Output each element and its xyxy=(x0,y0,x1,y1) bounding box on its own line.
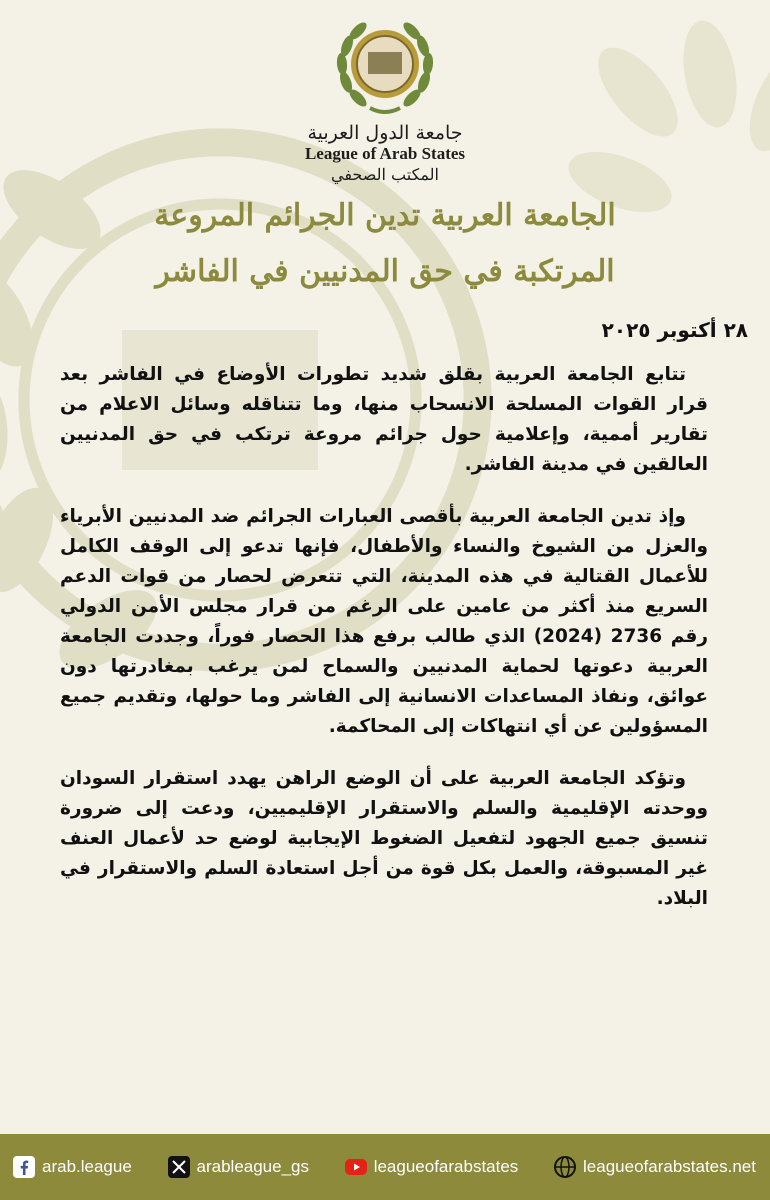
paragraph-3: وتؤكد الجامعة العربية على أن الوضع الراهن يهدد استقرار السودان ووحدته الإقليمية والسلم والاستقرار الإقليميين، ودعت إلى ضرورة تنسيق جميع الجهود لتفعيل الضغوط الإيجابية لوضع حد لأعمال العنف غير المسبوقة، والعمل بكل قوة من أجل استعادة السلم والاستقرار في البلاد. xyxy=(60,768,708,909)
website-link[interactable] xyxy=(553,1155,756,1179)
arab-league-logo-icon xyxy=(330,12,440,122)
press-office-label: المكتب الصحفي xyxy=(331,165,439,184)
globe-icon xyxy=(553,1155,577,1179)
x-icon xyxy=(167,1155,191,1179)
social-footer xyxy=(0,1134,770,1200)
youtube-icon xyxy=(344,1155,368,1179)
website-url: leagueofarabstates.net xyxy=(583,1157,756,1176)
facebook-icon xyxy=(12,1155,36,1179)
paragraph-2: وإذ تدين الجامعة العربية بأقصى العبارات الجرائم ضد المدنيين الأبرياء والعزل من الشيوخ والنساء والأطفال، فإنها تدعو إلى الوقف الكامل للأعمال القتالية في هذه المدينة، التي تتعرض لحصار من قوات الدعم السريع منذ أكثر من عامين على الرغم من قرار مجلس الأمن الدولي رقم 2736 (2024) الذي طالب برفع هذا الحصار فوراً، وجددت الجامعة العربية دعوتها لحماية المدنيين والسماح لمن يرغب بمغادرتها دون عوائق، ونفاذ المساعدات الانسانية إلى الفاشر وما حولها، وتقديم جميع المسؤولين عن أي انتهاكات إلى المحاكمة. xyxy=(60,506,708,737)
organization-arabic-name: جامعة الدول العربية xyxy=(307,122,463,144)
facebook-link[interactable] xyxy=(12,1155,132,1179)
youtube-handle: leagueofarabstates xyxy=(373,1157,519,1176)
header xyxy=(0,12,770,186)
facebook-handle: arab.league xyxy=(42,1157,132,1176)
paragraph-1: تتابع الجامعة العربية بقلق شديد تطورات الأوضاع في الفاشر بعد قرار القوات المسلحة الانسحاب منها، وما تتناقله وسائل الاعلام من تقارير أممية، وإعلامية حول جرائم مروعة ترتكب في حق المدنيين العالقين في مدينة الفاشر. xyxy=(60,364,708,475)
youtube-link[interactable] xyxy=(344,1155,519,1179)
headline-line-1: الجامعة العربية تدين الجرائم المروعة xyxy=(154,198,616,233)
x-handle: arableague_gs xyxy=(196,1157,309,1176)
release-date: ٢٨ أكتوبر ٢٠٢٥ xyxy=(601,318,748,342)
x-link[interactable] xyxy=(167,1155,309,1179)
headline xyxy=(40,188,730,300)
organization-english-name: League of Arab States xyxy=(304,144,466,163)
headline-line-2: المرتكبة في حق المدنيين في الفاشر xyxy=(155,254,615,289)
article-body xyxy=(60,360,708,936)
